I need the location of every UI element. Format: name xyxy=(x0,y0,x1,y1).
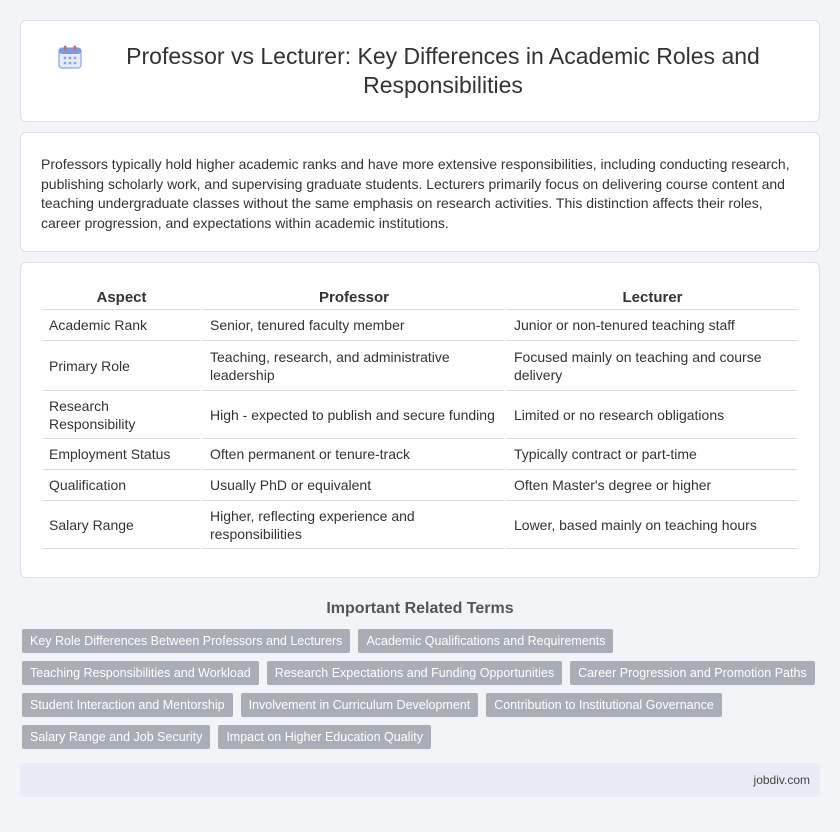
related-term-tag[interactable]: Student Interaction and Mentorship xyxy=(22,693,233,717)
professor-cell: Usually PhD or equivalent xyxy=(200,470,504,501)
column-header-professor: Professor xyxy=(200,285,504,310)
lecturer-cell: Typically contract or part-time xyxy=(504,439,797,470)
related-term-tag[interactable]: Contribution to Institutional Governance xyxy=(486,693,722,717)
table-row xyxy=(43,439,797,470)
related-terms-title: Important Related Terms xyxy=(326,600,514,617)
aspect-cell: Salary Range xyxy=(43,501,200,549)
professor-cell: Often permanent or tenure-track xyxy=(200,439,504,470)
table-row xyxy=(43,341,797,391)
related-term-tag[interactable]: Salary Range and Job Security xyxy=(22,725,210,749)
related-term-tag[interactable]: Key Role Differences Between Professors and Lecturers xyxy=(22,629,350,653)
column-header-lecturer: Lecturer xyxy=(504,285,797,310)
comparison-card xyxy=(20,262,820,578)
page-title: Professor vs Lecturer: Key Differences in Academic Roles and Responsibilities xyxy=(126,43,760,98)
table-row xyxy=(43,391,797,439)
table-row xyxy=(43,470,797,501)
lecturer-cell: Focused mainly on teaching and course delivery xyxy=(504,341,797,391)
calendar-icon xyxy=(57,44,83,70)
professor-cell: Senior, tenured faculty member xyxy=(200,310,504,341)
table-row xyxy=(43,310,797,341)
comparison-table xyxy=(43,285,797,549)
column-header-aspect: Aspect xyxy=(43,285,200,310)
lecturer-cell: Limited or no research obligations xyxy=(504,391,797,439)
related-term-tag[interactable]: Career Progression and Promotion Paths xyxy=(570,661,815,685)
related-term-tag[interactable]: Impact on Higher Education Quality xyxy=(218,725,431,749)
table-header-row xyxy=(43,285,797,310)
title-card xyxy=(20,20,820,122)
footer xyxy=(20,763,820,797)
aspect-cell: Employment Status xyxy=(43,439,200,470)
related-term-tag[interactable]: Academic Qualifications and Requirements xyxy=(358,629,613,653)
professor-cell: High - expected to publish and secure funding xyxy=(200,391,504,439)
professor-cell: Teaching, research, and administrative leadership xyxy=(200,341,504,391)
related-term-tag[interactable]: Teaching Responsibilities and Workload xyxy=(22,661,259,685)
lecturer-cell: Lower, based mainly on teaching hours xyxy=(504,501,797,549)
lecturer-cell: Often Master's degree or higher xyxy=(504,470,797,501)
intro-text: Professors typically hold higher academic ranks and have more extensive responsibilities, including conducting research, publishing scholarly work, and supervising graduate students. Lecturers primarily focus on delivering course content and teaching undergraduate classes without the same emphasis on research activities. This distinction affects their roles, career progression, and expectations within academic institutions. xyxy=(41,156,790,231)
professor-cell: Higher, reflecting experience and responsibilities xyxy=(200,501,504,549)
related-terms-list xyxy=(22,629,820,749)
table-row xyxy=(43,501,797,549)
aspect-cell: Qualification xyxy=(43,470,200,501)
aspect-cell: Primary Role xyxy=(43,341,200,391)
footer-site-link[interactable]: jobdiv.com xyxy=(753,773,810,787)
lecturer-cell: Junior or non-tenured teaching staff xyxy=(504,310,797,341)
aspect-cell: Research Responsibility xyxy=(43,391,200,439)
related-term-tag[interactable]: Research Expectations and Funding Opportunities xyxy=(267,661,562,685)
aspect-cell: Academic Rank xyxy=(43,310,200,341)
intro-card xyxy=(20,132,820,252)
related-term-tag[interactable]: Involvement in Curriculum Development xyxy=(241,693,479,717)
